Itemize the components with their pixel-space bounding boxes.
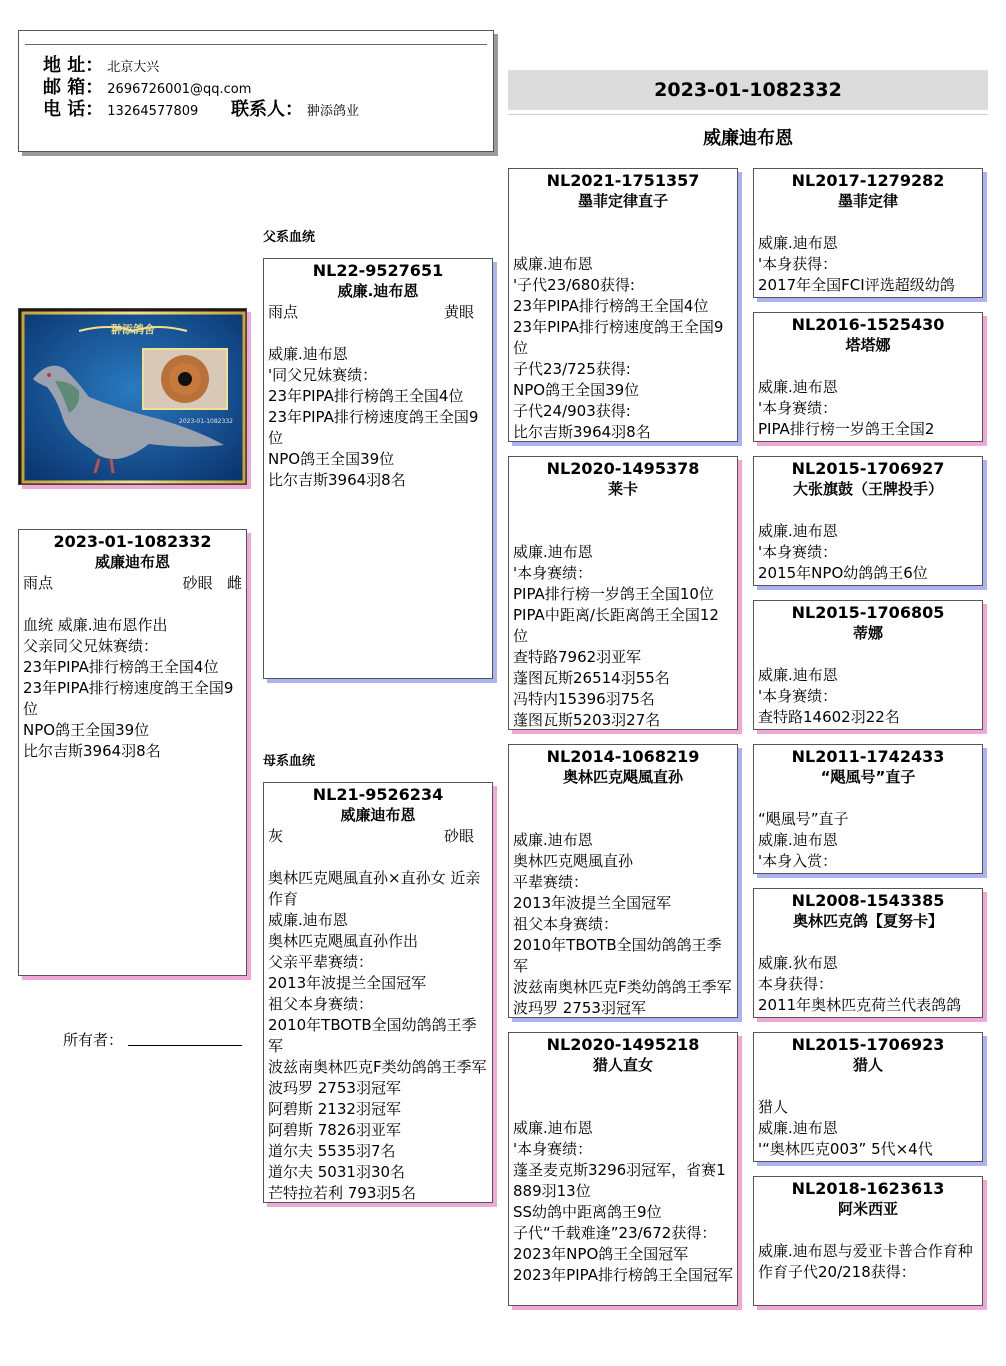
note-line: 23年PIPA排行榜速度鸽王全国9位 (268, 408, 479, 447)
great-grandparent-card (753, 456, 983, 586)
sire-attributes (264, 302, 492, 323)
gg-notes (754, 356, 982, 440)
note-line: 蓬圣麦克斯3296羽冠军，省赛1889羽13位 (513, 1161, 726, 1200)
sire-dam-card (508, 456, 738, 730)
dam-sire-name: 奥林匹克飓風直孙 (562, 768, 683, 786)
note-line: 威廉.迪布恩 (513, 255, 593, 273)
note-line: 威廉.迪布恩 (758, 1119, 838, 1137)
note-line: 猎人 (758, 1098, 789, 1116)
note-line: 作育子代20/218获得： (758, 1263, 916, 1281)
note-line (23, 594, 242, 615)
note-line: '本身赛绩： (513, 564, 593, 582)
note-line: 威廉.迪布恩 (513, 1119, 593, 1137)
address-label: 地 址： (43, 55, 104, 76)
note-line: 道尔夫 5031羽30名 (268, 1163, 406, 1181)
gg-notes (754, 212, 982, 296)
gg-ring: NL2015-1706923 (791, 1035, 945, 1054)
note-line: 子代23/725获得: (513, 360, 631, 378)
note-line: 威廉.迪布恩 (513, 831, 593, 849)
dam-dam-ring: NL2020-1495218 (546, 1035, 700, 1054)
note-line: 2010年TBOTB全国幼鸽鸽王季军 (268, 1016, 477, 1055)
note-line: '子代23/680获得: (513, 276, 635, 294)
dam-card (263, 782, 493, 1203)
gg-notes (754, 932, 982, 1016)
note-line: 威廉.迪布恩 (758, 666, 838, 684)
note-line (758, 1220, 978, 1241)
note-line: 威廉.狄布恩 (758, 954, 838, 972)
note-line: 阿碧斯 2132羽冠军 (268, 1100, 401, 1118)
subject-notes (19, 594, 246, 762)
gg-notes (754, 788, 982, 872)
note-line: 2011年奥林匹克荷兰代表鸽鸽 (758, 996, 962, 1014)
note-line: 2013年波提兰全国冠军 (513, 894, 672, 912)
gg-notes (754, 500, 982, 584)
note-line: 道尔夫 5535羽7名 (268, 1142, 396, 1160)
note-line: 冯特内15396羽75名 (513, 690, 655, 708)
gg-notes (754, 1220, 982, 1283)
gg-name: 大张旗鼓（王牌投手） (792, 480, 943, 498)
note-line: 奥林匹克飓風直孙×直孙女 近亲作育 (268, 869, 481, 908)
note-line: SS幼鸽中距离鸽王9位 (513, 1203, 662, 1221)
note-line (758, 644, 978, 665)
sire-dam-ring: NL2020-1495378 (546, 459, 700, 478)
note-line: 蓬图瓦斯5203羽27名 (513, 711, 661, 729)
subject-sex: 雌 (226, 574, 242, 592)
note-line: 比尔吉斯3964羽8名 (23, 742, 161, 760)
sire-ring: NL22-9527651 (312, 261, 444, 280)
note-line: 23年PIPA排行榜鸽王全国4位 (513, 297, 709, 315)
note-line: '“奥林匹克003” 5代×4代 (758, 1140, 933, 1158)
great-grandparent-card (753, 1032, 983, 1162)
note-line: 波兹南奥林匹克F类幼鸽鸽王季军波玛罗 2753羽冠军 (268, 1058, 487, 1097)
note-line: 威廉.迪布恩与爱亚卡普合作育种 (758, 1242, 973, 1260)
subject-ring: 2023-01-1082332 (53, 532, 212, 551)
note-line: 平辈赛绩： (513, 873, 589, 891)
note-line: 奥林匹克飓風直孙作出 (268, 932, 419, 950)
great-grandparent-card (753, 888, 983, 1018)
note-line: 2013年波提兰全国冠军 (268, 974, 427, 992)
pigeon-photo (18, 308, 247, 485)
note-line (513, 1097, 733, 1118)
note-line (758, 1076, 978, 1097)
phone-value: 13264577809 (107, 104, 199, 119)
note-line: 2010年TBOTB全国幼鸽鸽王季军 (513, 936, 722, 975)
address-row (43, 55, 159, 79)
subject-eye: 砂眼 (182, 574, 213, 592)
note-line (758, 212, 978, 233)
note-line: '同父兄妹赛绩： (268, 366, 378, 384)
owner-line (128, 1045, 242, 1046)
note-line (758, 500, 978, 521)
email-label: 邮 箱： (43, 77, 104, 98)
photo-ring-text: 2023-01-1082332 (179, 418, 233, 425)
sire-sire-notes (509, 212, 737, 442)
gg-ring: NL2018-1623613 (791, 1179, 945, 1198)
note-line: '本身赛绩： (758, 399, 838, 417)
note-line: 蓬图瓦斯26514羽55名 (513, 669, 670, 687)
note-line: 比尔吉斯3964羽8名 (513, 423, 651, 441)
subject-attributes (19, 573, 246, 594)
note-line (513, 809, 733, 830)
note-line: '本身赛绩： (513, 1140, 593, 1158)
dam-notes (264, 847, 492, 1203)
note-line: 2023年NPO鸽王全国冠军 (513, 1245, 689, 1263)
note-line: 比尔吉斯3964羽8名 (268, 471, 406, 489)
subject-color: 雨点 (23, 574, 54, 592)
great-grandparent-card (753, 600, 983, 730)
sire-card (263, 258, 493, 679)
gg-ring: NL2011-1742433 (791, 747, 945, 766)
note-line: 查特路14602羽22名 (758, 708, 900, 726)
sire-sire-card (508, 168, 738, 442)
subject-name: 威廉迪布恩 (94, 553, 170, 571)
note-line (513, 233, 733, 254)
note-line: '本身赛绩： (758, 543, 838, 561)
note-line (268, 847, 488, 868)
note-line: '本身获得： (758, 255, 838, 273)
gg-name: 猎人 (852, 1056, 883, 1074)
note-line: NPO鸽王全国39位 (268, 450, 395, 468)
sire-eye: 黄眼 (443, 303, 474, 321)
note-line: 波兹南奥林匹克F类幼鸽鸽王季军波玛罗 2753羽冠军 (513, 978, 732, 1017)
note-line: NPO鸽王全国39位 (513, 381, 640, 399)
gg-name: “飓風号”直子 (820, 768, 916, 786)
header-name: 威廉迪布恩 (703, 128, 793, 149)
dam-name: 威廉迪布恩 (340, 806, 416, 824)
note-line (758, 932, 978, 953)
great-grandparent-card (753, 744, 983, 874)
note-line: 阿碧斯 7826羽亚军 (268, 1121, 401, 1139)
note-line (268, 323, 488, 344)
address-value: 北京大兴 (107, 60, 160, 75)
note-line: PIPA排行榜一岁鸽王全国2 (758, 420, 935, 438)
note-line: 2017年全国FCI评选超级幼鸽 (758, 276, 955, 294)
note-line: 子代“千载难逢”23/672获得： (513, 1224, 717, 1242)
sire-sire-name: 墨菲定律直子 (577, 192, 668, 210)
note-line: 芒特拉若利 793羽5名 (268, 1184, 416, 1202)
note-line: 威廉.迪布恩 (758, 522, 838, 540)
dam-sire-card (508, 744, 738, 1018)
note-line (758, 356, 978, 377)
sire-notes (264, 323, 492, 491)
dam-sire-ring: NL2014-1068219 (546, 747, 700, 766)
note-line: PIPA中距离/长距离鸽王全国12位 (513, 606, 719, 645)
note-line: '本身赛绩： (758, 687, 838, 705)
note-line: 23年PIPA排行榜鸽王全国4位 (23, 658, 219, 676)
note-line: 祖父本身赛绩： (513, 915, 619, 933)
gg-name: 墨菲定律 (837, 192, 898, 210)
note-line: NPO鸽王全国39位 (23, 721, 150, 739)
note-line: 父亲平辈赛绩： (268, 953, 374, 971)
gg-ring: NL2017-1279282 (791, 171, 945, 190)
contact-box (18, 30, 494, 152)
loft-name-text: 翀添鸽舍 (111, 323, 155, 336)
note-line: 奥林匹克飓風直孙 (513, 852, 634, 870)
note-line (513, 788, 733, 809)
gg-ring: NL2015-1706805 (791, 603, 945, 622)
gg-ring: NL2016-1525430 (791, 315, 945, 334)
note-line: 23年PIPA排行榜速度鸽王全国9位 (513, 318, 724, 357)
note-line: 威廉.迪布恩 (758, 378, 838, 396)
contact-person-value: 翀添鸽业 (307, 104, 360, 119)
sire-dam-notes (509, 500, 737, 730)
phone-label: 电 话： (43, 99, 104, 120)
note-line: '本身入赏： (758, 852, 838, 870)
note-line: “飓風号”直子 (758, 810, 849, 828)
note-line: 2023年PIPA排行榜鸽王全国冠军 (513, 1266, 733, 1284)
gg-name: 阿米西亚 (837, 1200, 898, 1218)
note-line (513, 1076, 733, 1097)
gg-name: 奥林匹克鸽【夏努卡】 (792, 912, 943, 930)
contact-person-label: 联系人： (231, 99, 303, 120)
note-line: 威廉.迪布恩 (268, 911, 348, 929)
dam-dam-notes (509, 1076, 737, 1286)
note-line: 威廉.迪布恩 (758, 831, 838, 849)
dam-section-label: 母系血统 (263, 754, 316, 769)
dam-sire-notes (509, 788, 737, 1018)
dam-color: 灰 (268, 827, 284, 845)
note-line: 本身获得： (758, 975, 834, 993)
note-line (513, 212, 733, 233)
gg-ring: NL2008-1543385 (791, 891, 945, 910)
gg-name: 塔塔娜 (845, 336, 891, 354)
note-line (513, 521, 733, 542)
subject-card (18, 529, 247, 976)
note-line: 2015年NPO幼鸽鸽王6位 (758, 564, 928, 582)
note-line: 子代24/903获得: (513, 402, 631, 420)
note-line: 血统 威廉.迪布恩作出 (23, 616, 168, 634)
phone-row (43, 99, 198, 123)
note-line (758, 788, 978, 809)
note-line (513, 500, 733, 521)
email-row (43, 77, 251, 101)
dam-eye: 砂眼 (443, 827, 474, 845)
sire-color: 雨点 (268, 303, 299, 321)
great-grandparent-card (753, 168, 983, 298)
sire-dam-name: 莱卡 (607, 480, 638, 498)
owner-label: 所有者： (63, 1031, 124, 1049)
header-ring: 2023-01-1082332 (654, 79, 842, 101)
note-line: 威廉.迪布恩 (513, 543, 593, 561)
note-line: 23年PIPA排行榜鸽王全国4位 (268, 387, 464, 405)
gg-notes (754, 644, 982, 728)
dam-ring: NL21-9526234 (312, 785, 444, 804)
sire-name: 威廉.迪布恩 (337, 282, 419, 300)
contact-divider (25, 44, 487, 45)
note-line: 查特路7962羽亚军 (513, 648, 642, 666)
great-grandparent-card (753, 312, 983, 442)
gg-ring: NL2015-1706927 (791, 459, 945, 478)
gg-name: 蒂娜 (852, 624, 883, 642)
note-line: PIPA排行榜一岁鸽王全国10位 (513, 585, 714, 603)
note-line: 威廉.迪布恩 (268, 345, 348, 363)
dam-dam-card (508, 1032, 738, 1306)
email-value: 2696726001@qq.com (107, 82, 252, 97)
sire-sire-ring: NL2021-1751357 (546, 171, 700, 190)
contact-person-row (231, 99, 359, 123)
gg-notes (754, 1076, 982, 1160)
great-grandparent-card (753, 1176, 983, 1306)
note-line: 父亲同父兄妹赛绩： (23, 637, 159, 655)
sire-section-label: 父系血统 (263, 230, 316, 245)
note-line: 祖父本身赛绩： (268, 995, 374, 1013)
dam-attributes (264, 826, 492, 847)
note-line: 威廉.迪布恩 (758, 234, 838, 252)
header-underline (508, 114, 988, 115)
dam-dam-name: 猎人直女 (592, 1056, 653, 1074)
note-line: 23年PIPA排行榜速度鸽王全国9位 (23, 679, 234, 718)
